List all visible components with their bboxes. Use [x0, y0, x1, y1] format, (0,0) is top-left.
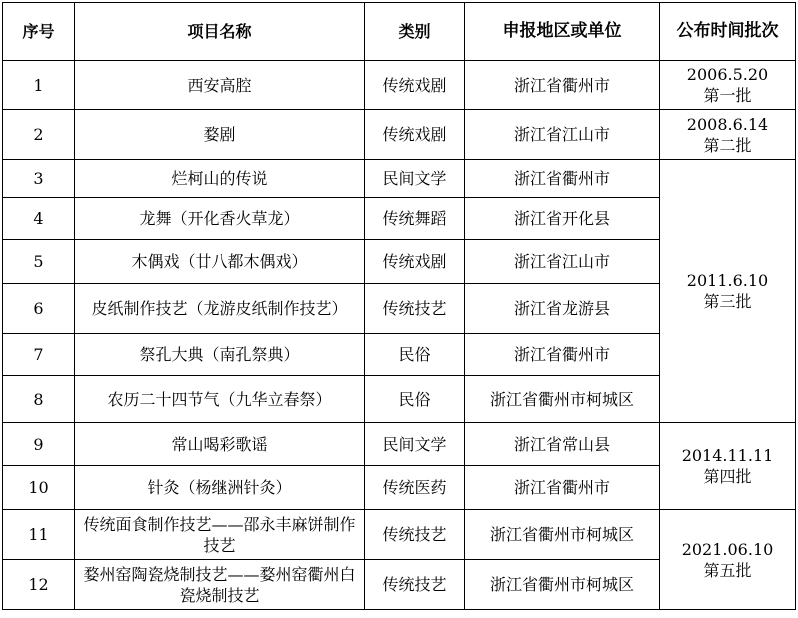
batch-label: 第一批: [703, 86, 752, 105]
row-category: 民俗: [365, 334, 465, 376]
row-region: 浙江省衢州市: [465, 61, 660, 110]
table-row: [3, 61, 796, 110]
table-row: [3, 160, 796, 198]
row-region: 浙江省江山市: [465, 110, 660, 160]
heritage-list-table: [2, 2, 796, 610]
row-category: 民间文学: [365, 423, 465, 466]
header-region: 申报地区或单位: [465, 3, 660, 61]
header-batch: 公布时间批次: [660, 3, 796, 61]
row-name: 针灸（杨继洲针灸）: [75, 466, 365, 510]
batch-cell: [660, 110, 796, 160]
row-category: 传统技艺: [365, 560, 465, 610]
batch-label: 第二批: [703, 135, 752, 155]
row-no: 10: [3, 466, 75, 510]
row-category: 传统医药: [365, 466, 465, 510]
batch-cell: [660, 423, 796, 510]
header-project-name: 项目名称: [75, 3, 365, 61]
row-no: 8: [3, 376, 75, 423]
row-region: 浙江省常山县: [465, 423, 660, 466]
row-region: 浙江省衢州市柯城区: [465, 510, 660, 560]
row-category: 传统技艺: [365, 510, 465, 560]
batch-date: 2008.6.14: [686, 114, 769, 134]
batch-date: 2006.5.20: [686, 65, 769, 84]
row-no: 11: [3, 510, 75, 560]
row-region: 浙江省衢州市: [465, 160, 660, 198]
row-category: 传统戏剧: [365, 110, 465, 160]
row-category: 民俗: [365, 376, 465, 423]
batch-label: 第五批: [703, 560, 752, 580]
row-category: 民间文学: [365, 160, 465, 198]
row-no: 2: [3, 110, 75, 160]
row-no: 7: [3, 334, 75, 376]
row-category: 传统戏剧: [365, 240, 465, 284]
row-no: 9: [3, 423, 75, 466]
row-region: 浙江省龙游县: [465, 284, 660, 334]
row-category: 传统技艺: [365, 284, 465, 334]
header-no: 序号: [3, 3, 75, 61]
row-name: 传统面食制作技艺——邵永丰麻饼制作技艺: [75, 510, 365, 560]
table-header-row: [3, 3, 796, 61]
row-name: 祭孔大典（南孔祭典）: [75, 334, 365, 376]
row-region: 浙江省衢州市柯城区: [465, 560, 660, 610]
row-name: 西安高腔: [75, 61, 365, 110]
row-name: 常山喝彩歌谣: [75, 423, 365, 466]
row-category: 传统戏剧: [365, 61, 465, 110]
row-name: 婺剧: [75, 110, 365, 160]
row-name: 木偶戏（廿八都木偶戏）: [75, 240, 365, 284]
row-region: 浙江省衢州市: [465, 466, 660, 510]
row-region: 浙江省衢州市: [465, 334, 660, 376]
row-name: 龙舞（开化香火草龙）: [75, 198, 365, 240]
row-no: 6: [3, 284, 75, 334]
row-no: 5: [3, 240, 75, 284]
row-no: 1: [3, 61, 75, 110]
row-no: 3: [3, 160, 75, 198]
table-row: [3, 510, 796, 560]
batch-label: 第四批: [703, 467, 752, 486]
header-category: 类别: [365, 3, 465, 61]
batch-date: 2021.06.10: [681, 539, 774, 559]
row-category: 传统舞蹈: [365, 198, 465, 240]
row-region: 浙江省江山市: [465, 240, 660, 284]
batch-date: 2014.11.11: [681, 446, 774, 465]
row-region: 浙江省衢州市柯城区: [465, 376, 660, 423]
table-row: [3, 110, 796, 160]
batch-label: 第三批: [703, 292, 752, 311]
row-name: 婺州窑陶瓷烧制技艺——婺州窑衢州白瓷烧制技艺: [75, 560, 365, 610]
row-name: 农历二十四节气（九华立春祭）: [75, 376, 365, 423]
batch-date: 2011.6.10: [686, 271, 769, 290]
batch-cell: [660, 160, 796, 423]
batch-cell: [660, 510, 796, 610]
row-no: 12: [3, 560, 75, 610]
row-region: 浙江省开化县: [465, 198, 660, 240]
table-row: [3, 423, 796, 466]
row-name: 皮纸制作技艺（龙游皮纸制作技艺）: [75, 284, 365, 334]
row-no: 4: [3, 198, 75, 240]
row-name: 烂柯山的传说: [75, 160, 365, 198]
batch-cell: [660, 61, 796, 110]
